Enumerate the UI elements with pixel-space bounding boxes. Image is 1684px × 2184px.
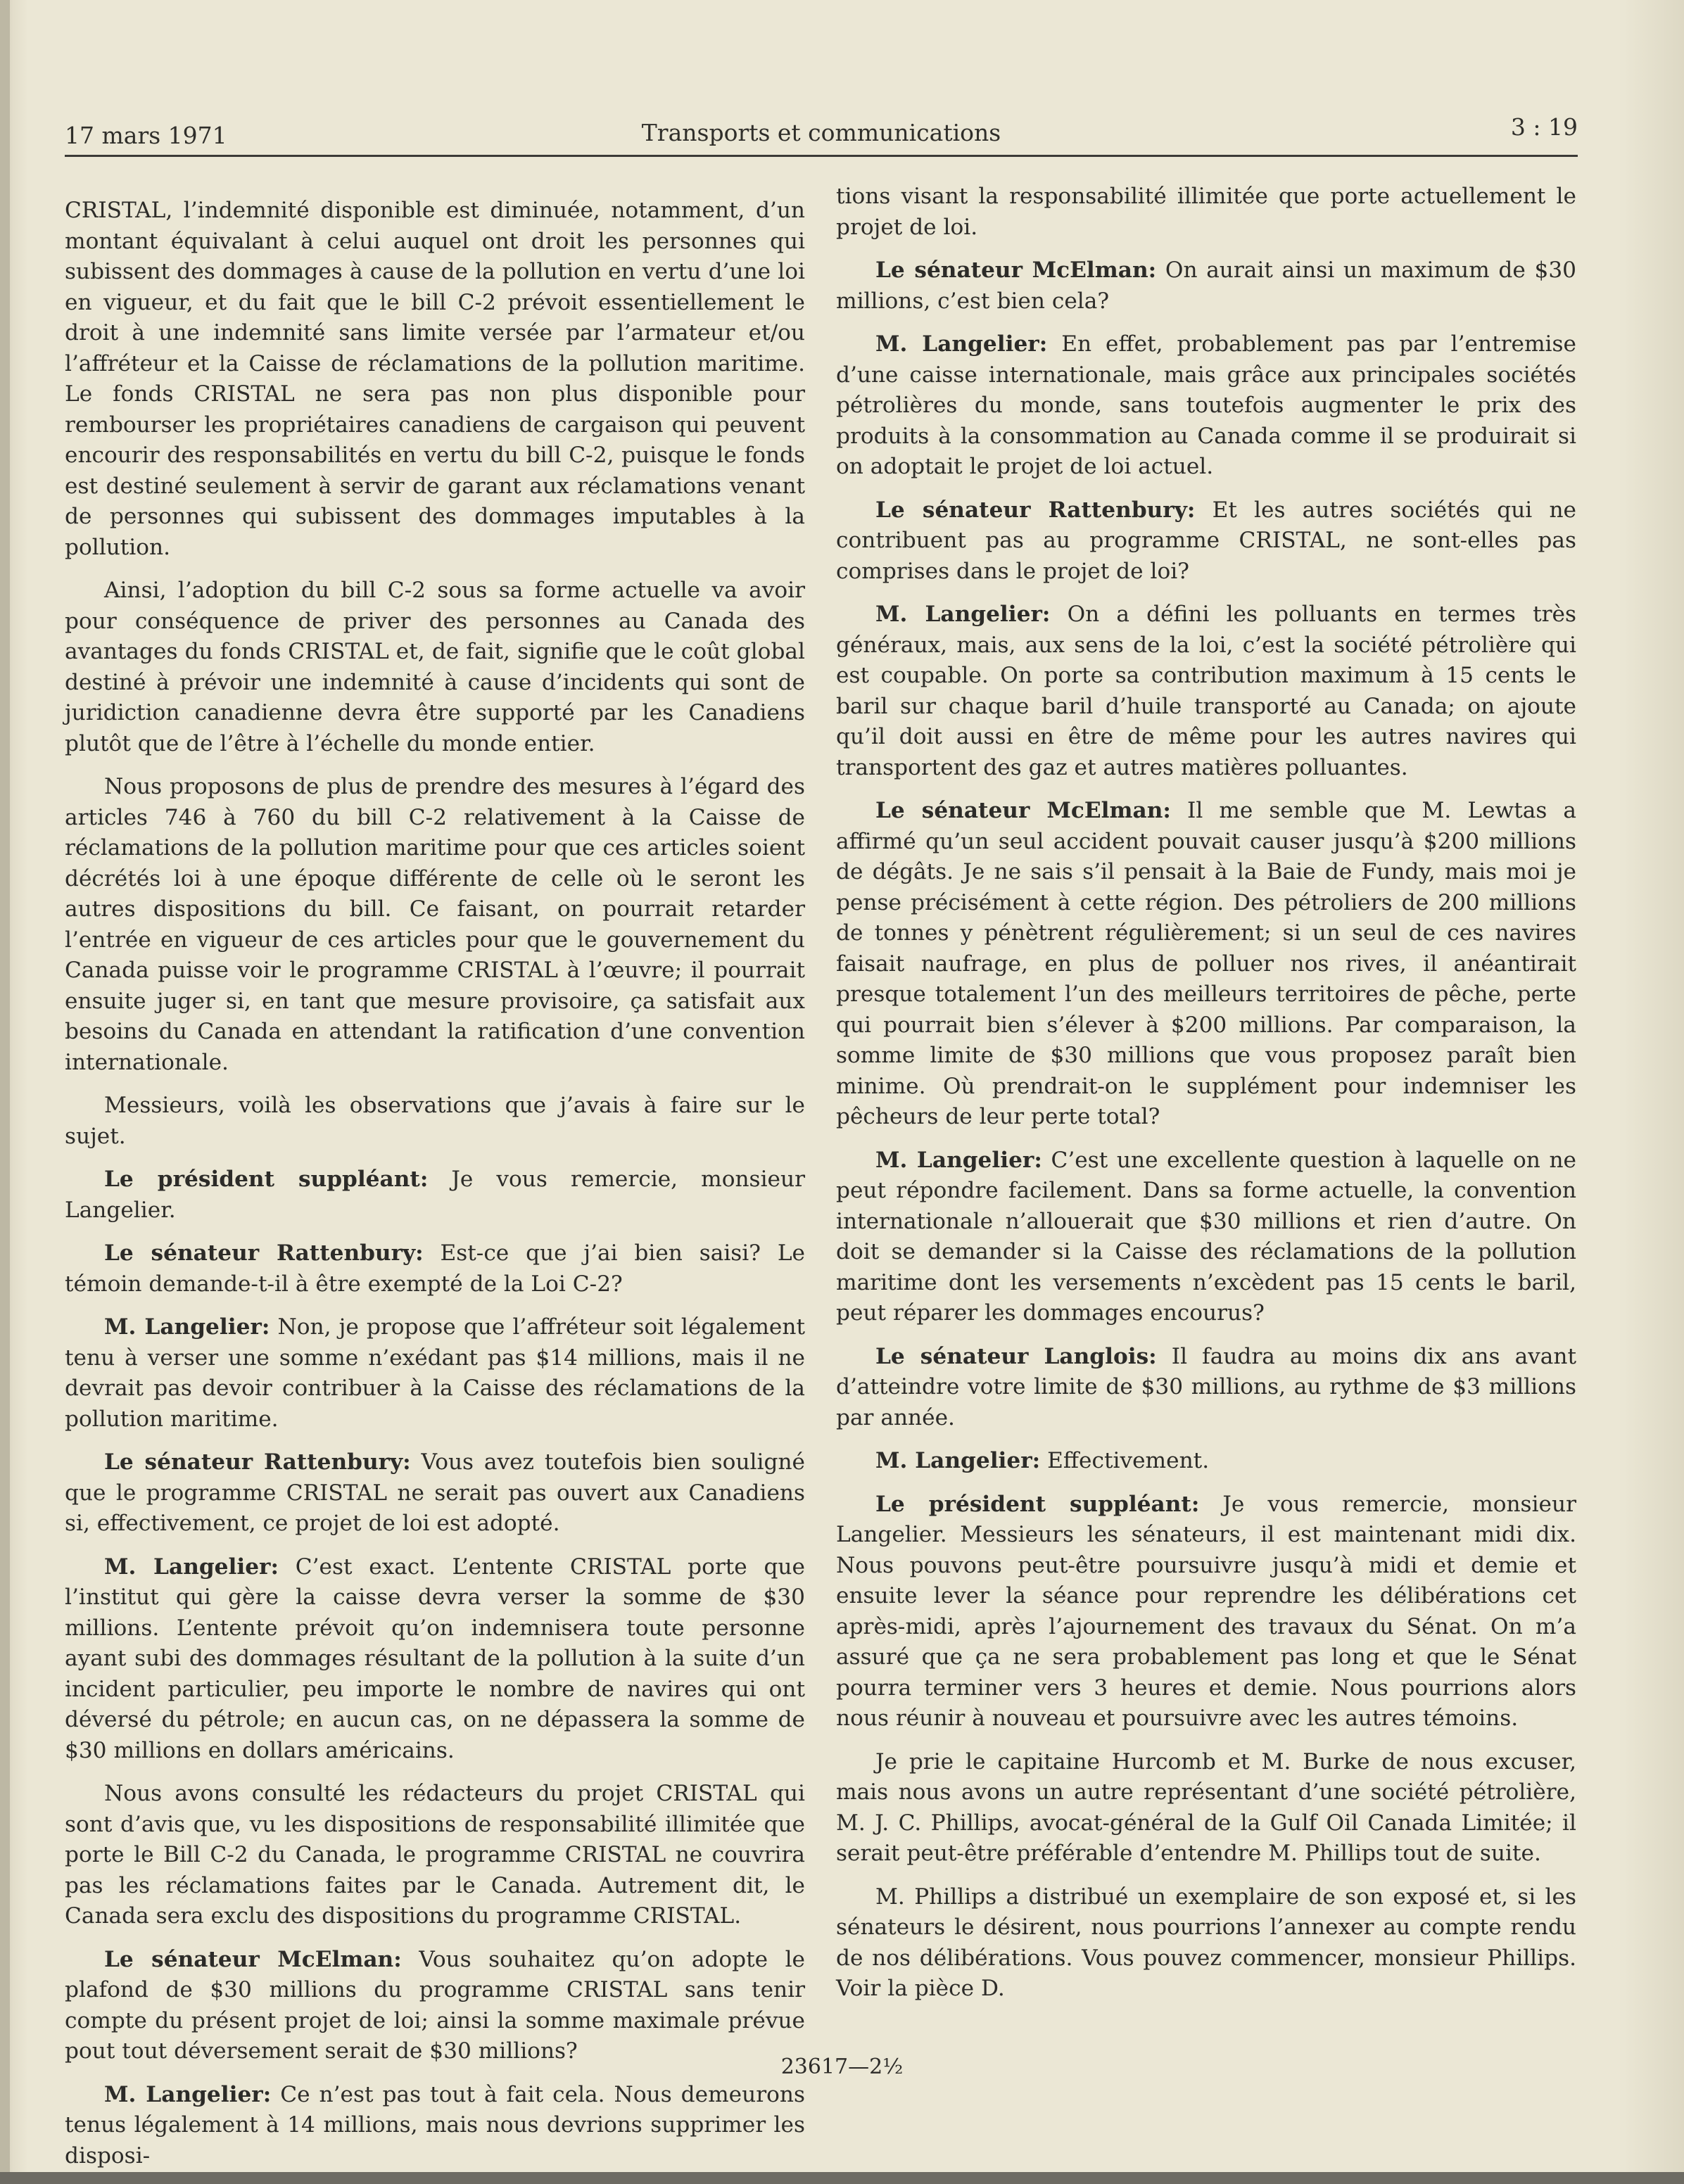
paragraph: M. Langelier: En effet, probablement pas par l’entremise d’une caisse internationale, mais grâce aux principales sociétés pétrolières du monde, sans toutefois augmenter le prix des produits à la consommation au Canada comme il se produirait si on adoptait le projet de loi actuel.: [836, 331, 1576, 479]
page-header: [65, 106, 1578, 157]
speaker-name: M. Langelier:: [104, 2081, 272, 2107]
left-column: [65, 196, 805, 2184]
paragraph: Le sénateur Langlois: Il faudra au moins dix ans avant d’atteindre votre limite de $30 millions, au rythme de $3 millions par année.: [836, 1343, 1577, 1430]
paragraph: M. Langelier: Ce n’est pas tout à fait cela. Nous demeurons tenus légalement à 14 millions, mais nous devrions supprimer les disposi-: [65, 2081, 805, 2169]
speaker-name: M. Langelier:: [875, 331, 1048, 357]
paragraph: Le sénateur McElman: On aurait ainsi un maximum de $30 millions, c’est bien cela?: [836, 258, 1577, 314]
speaker-name: M. Langelier:: [875, 602, 1051, 627]
paragraph: Le sénateur Rattenbury: Et les autres sociétés qui ne contribuent pas au programme CRISTAL, ne sont-elles pas comprises dans le projet de loi?: [836, 497, 1576, 584]
speaker-name: M. Langelier:: [875, 1147, 1042, 1173]
paragraph: Le sénateur McElman: Vous souhaitez qu’on adopte le plafond de $30 millions du programme CRISTAL sans tenir compte du présent projet de loi; ainsi la somme maximale prévue pout tout déversement serait de $30 millions?: [65, 1946, 805, 2064]
speaker-name: Le sénateur Langlois:: [875, 1343, 1157, 1369]
paragraph: Nous proposons de plus de prendre des mesures à l’égard des articles 746 à 760 du bill C-2 relativement à la Caisse de réclamations de la pollution maritime pour que ces articles soient décrétés loi à une époque différente de celle où le seront les autres dispositions du bill. Ce faisant, on pourrait retarder l’entrée en vigueur de ces articles pour que le gouvernement du Canada puisse voir le programme CRISTAL à l’œuvre; il pourrait ensuite juger si, en tant que mesure provisoire, ça satisfait aux besoins du Canada en attendant la ratification d’une convention internationale.: [65, 774, 805, 1075]
speaker-name: Le président suppléant:: [875, 1491, 1200, 1517]
speaker-name: M. Langelier:: [875, 1448, 1041, 1473]
paragraph: tions visant la responsabilité illimitée que porte actuellement le projet de loi.: [836, 184, 1576, 240]
paragraph: M. Langelier: Non, je propose que l’affréteur soit légalement tenu à verser une somme n’exédant pas $14 millions, mais il ne devrait pas devoir contribuer à la Caisse des réclamations de la pollution maritime.: [65, 1314, 805, 1432]
paragraph: Le président suppléant: Je vous remercie, monsieur Langelier.: [65, 1167, 805, 1223]
page-footer-code: 23617—2½: [780, 2055, 904, 2079]
header-title: Transports et communications: [641, 119, 1001, 146]
speaker-name: Le sénateur McElman:: [875, 258, 1157, 283]
paragraph: M. Langelier: Effectivement.: [875, 1448, 1210, 1473]
speaker-name: Le sénateur Rattenbury:: [104, 1449, 411, 1475]
speaker-name: Le sénateur McElman:: [104, 1946, 402, 1972]
paragraph: Le sénateur Rattenbury: Vous avez toutefois bien souligné que le programme CRISTAL ne serait pas ouvert aux Canadiens si, effectivement, ce projet de loi est adopté.: [65, 1449, 805, 1536]
paragraph: M. Langelier: C’est exact. L’entente CRISTAL porte que l’institut qui gère la caisse devra verser la somme de $30 millions. L’entente prévoit qu’on indemnisera toute personne ayant subi des dommages résultant de la pollution à la suite d’un incident particulier, peu importe le nombre de navires qui ont déversé du pétrole; en aucun cas, on ne dépassera la somme de $30 millions en dollars américains.: [65, 1554, 805, 1763]
paragraph: Messieurs, voilà les observations que j’avais à faire sur le sujet.: [65, 1093, 805, 1149]
speaker-name: Le sénateur McElman:: [875, 798, 1171, 823]
paragraph: M. Langelier: C’est une excellente question à laquelle on ne peut répondre facilement. Dans sa forme actuelle, la convention internationale n’allouerait que $30 millions et rien d’autre. On doit se demander si la Caisse des réclamations de la pollution maritime dont les versements n’excèdent pas 15 cents le baril, peut réparer les dommages encourus?: [836, 1147, 1577, 1326]
paragraph: Le sénateur McElman: Il me semble que M. Lewtas a affirmé qu’un seul accident pouvait causer jusqu’à $200 millions de dégâts. Je ne sais s’il pensait à la Baie de Fundy, mais moi je pense précisément à cette région. Des pétroliers de 200 millions de tonnes y pénètrent régulièrement; si un seul de ces navires faisait naufrage, en plus de polluer nos rives, il anéantirait presque totalement l’un des meilleurs territoires de pêche, perte qui pourrait bien s’élever à $200 millions. Par comparaison, la somme limite de $30 millions que vous proposez paraît bien minime. Où prendrait-on le supplément pour indemniser les pêcheurs de leur perte total?: [836, 798, 1577, 1129]
paragraph: CRISTAL, l’indemnité disponible est diminuée, notamment, d’un montant équivalant à celui auquel ont droit les personnes qui subissent des dommages à cause de la pollution en vertu d’une loi en vigueur, et du fait que le bill C-2 prévoit essentiellement le droit à une indemnité sans limite versée par l’armateur et/ou l’affréteur et la Caisse de réclamations de la pollution maritime. Le fonds CRISTAL ne sera pas non plus disponible pour rembourser les propriétaires canadiens de cargaison qui peuvent encourir des responsabilités en vertu du bill C-2, puisque le fonds est destiné seulement à servir de garant aux réclamations venant de personnes qui subissent des dommages imputables à la pollution.: [65, 198, 805, 560]
paragraph: M. Phillips a distribué un exemplaire de son exposé et, si les sénateurs le désirent, nous pourrions l’annexer au compte rendu de nos délibérations. Vous pouvez commencer, monsieur Phillips. Voir la pièce D.: [836, 1884, 1576, 2001]
speaker-name: Le sénateur Rattenbury:: [875, 497, 1196, 523]
speaker-name: M. Langelier:: [104, 1314, 270, 1340]
paragraph: Ainsi, l’adoption du bill C-2 sous sa forme actuelle va avoir pour conséquence de priver des personnes au Canada des avantages du fonds CRISTAL et, de fait, signifie que le coût global destiné à prévoir une indemnité à cause d’incidents qui sont de juridiction canadienne devra être supporté par les Canadiens plutôt que de l’être à l’échelle du monde entier.: [65, 578, 805, 756]
header-date: 17 mars 1971: [65, 122, 227, 149]
header-page-number: 3 : 19: [1510, 113, 1578, 141]
paragraph: M. Langelier: On a défini les polluants en termes très généraux, mais, aux sens de la loi, c’est la société pétrolière qui est coupable. On porte sa contribution maximum à 15 cents le baril sur chaque baril d’huile transporté au Canada; on ajoute qu’il doit aussi en être de même pour les autres navires qui transportent des gaz et autres matières polluantes.: [836, 602, 1576, 780]
right-column: [836, 182, 1576, 2017]
paragraph: Je prie le capitaine Hurcomb et M. Burke de nous excuser, mais nous avons un autre représentant d’une société pétrolière, M. J. C. Phillips, avocat-général de la Gulf Oil Canada Limitée; il serait peut-être préférable d’entendre M. Phillips tout de suite.: [836, 1748, 1576, 1866]
speaker-name: M. Langelier:: [104, 1554, 279, 1580]
paragraph: Le président suppléant: Je vous remercie, monsieur Langelier. Messieurs les sénateurs, il est maintenant midi dix. Nous pouvons peut-être poursuivre jusqu’à midi et demie et ensuite lever la séance pour reprendre les délibérations cet après-midi, après l’ajournement des travaux du Sénat. On m’a assuré que ça ne sera probablement pas long et que le Sénat pourra terminer vers 3 heures et demie. Nous pourrions alors nous réunir à nouveau et poursuivre avec les autres témoins.: [836, 1491, 1576, 1731]
paragraph: Le sénateur Rattenbury: Est-ce que j’ai bien saisi? Le témoin demande-t-il à être exempté de la Loi C-2?: [65, 1240, 805, 1297]
speaker-name: Le président suppléant:: [104, 1167, 429, 1192]
speaker-name: Le sénateur Rattenbury:: [104, 1240, 424, 1266]
page-spine: [0, 0, 10, 2172]
paragraph: Nous avons consulté les rédacteurs du projet CRISTAL qui sont d’avis que, vu les dispositions de responsabilité illimitée que porte le Bill C-2 du Canada, le programme CRISTAL ne couvrira pas les réclamations faites par le Canada. Autrement dit, le Canada sera exclu des dispositions du programme CRISTAL.: [65, 1781, 805, 1929]
